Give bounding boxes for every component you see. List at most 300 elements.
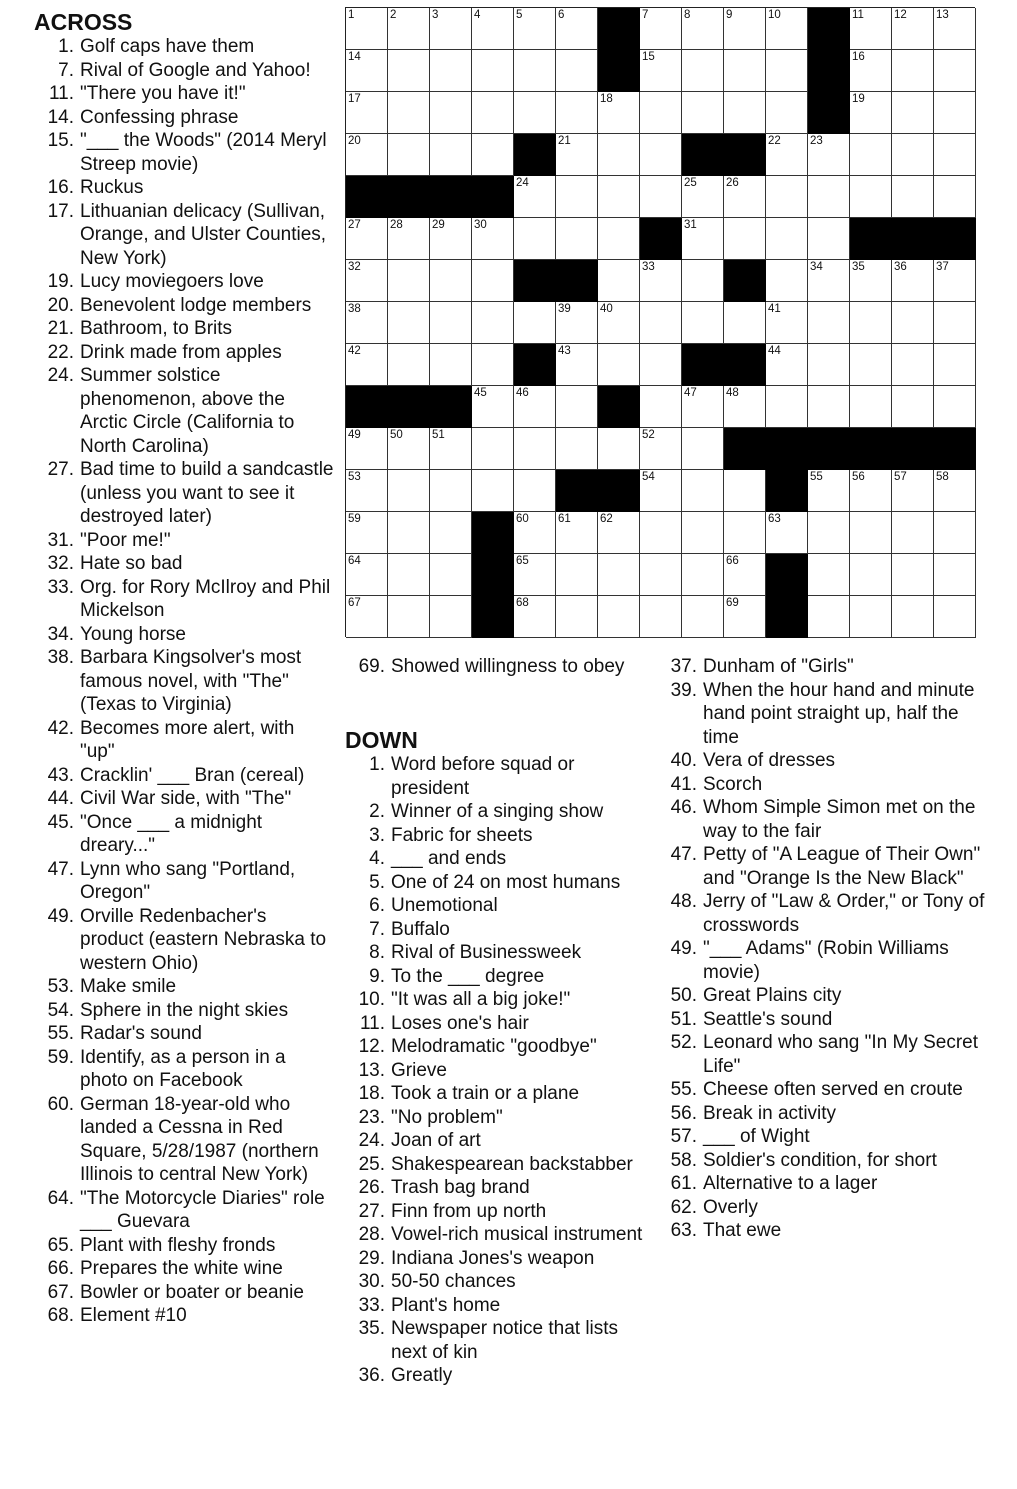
grid-cell[interactable]	[388, 302, 430, 344]
grid-cell[interactable]	[472, 386, 514, 428]
grid-cell[interactable]	[850, 92, 892, 134]
grid-cell[interactable]	[640, 92, 682, 134]
clue-item	[657, 1031, 987, 1078]
grid-cell[interactable]	[430, 428, 472, 470]
cell-number: 36	[894, 261, 907, 273]
clue-number: 21.	[47, 318, 74, 339]
grid-cell[interactable]	[556, 8, 598, 50]
clue-text: Finn from up north	[391, 1200, 547, 1222]
grid-cell[interactable]	[934, 596, 976, 638]
grid-cell[interactable]	[346, 50, 388, 92]
grid-cell[interactable]	[808, 596, 850, 638]
clue-text: "It was all a big joke!"	[391, 989, 571, 1010]
cell-number: 18	[600, 93, 613, 105]
clue-item	[345, 1176, 645, 1200]
clue-item	[345, 871, 645, 895]
grid-cell[interactable]	[430, 218, 472, 260]
grid-cell[interactable]	[892, 554, 934, 596]
grid-cell[interactable]	[514, 428, 556, 470]
grid-cell[interactable]	[766, 386, 808, 428]
clue-number: 43.	[47, 764, 74, 786]
clue-text: Rival of Google and Yahoo!	[80, 59, 311, 81]
grid-cell[interactable]	[346, 554, 388, 596]
grid-cell[interactable]	[514, 596, 556, 638]
clue-text: Unemotional	[391, 895, 498, 916]
clue-text: Plant with fleshy fronds	[80, 1234, 276, 1256]
grid-cell[interactable]	[892, 386, 934, 428]
black-square	[556, 470, 598, 512]
grid-cell[interactable]	[640, 260, 682, 302]
grid-cell[interactable]	[472, 260, 514, 302]
grid-cell[interactable]	[430, 134, 472, 176]
grid-cell[interactable]	[808, 344, 850, 386]
grid-cell[interactable]	[388, 50, 430, 92]
clue-item	[34, 646, 334, 717]
grid-cell[interactable]	[472, 302, 514, 344]
grid-cell[interactable]	[850, 470, 892, 512]
grid-cell[interactable]	[430, 554, 472, 596]
clue-item	[34, 811, 334, 858]
grid-cell[interactable]	[934, 554, 976, 596]
grid-cell[interactable]	[388, 470, 430, 512]
grid-cell[interactable]	[766, 512, 808, 554]
grid-cell[interactable]	[682, 470, 724, 512]
grid-cell[interactable]	[766, 176, 808, 218]
clue-text: German 18-year-old who landed a Cessna in Red Square, 5/28/1987 (northern Illinois to central New York)	[80, 1093, 319, 1185]
grid-cell[interactable]	[388, 596, 430, 638]
grid-cell[interactable]	[892, 134, 934, 176]
grid-cell[interactable]	[346, 134, 388, 176]
grid-cell[interactable]	[892, 512, 934, 554]
grid-cell[interactable]	[724, 218, 766, 260]
grid-cell[interactable]	[472, 470, 514, 512]
cell-number: 16	[852, 51, 865, 63]
grid-cell[interactable]	[472, 134, 514, 176]
grid-cell[interactable]	[598, 344, 640, 386]
grid-cell[interactable]	[766, 302, 808, 344]
cell-number: 15	[642, 51, 655, 63]
grid-cell[interactable]	[682, 218, 724, 260]
grid-cell[interactable]	[514, 302, 556, 344]
grid-cell[interactable]	[892, 8, 934, 50]
clue-item	[657, 796, 987, 843]
cell-number: 62	[600, 513, 613, 525]
grid-cell[interactable]	[892, 596, 934, 638]
grid-cell[interactable]	[640, 428, 682, 470]
grid-cell[interactable]	[346, 512, 388, 554]
grid-cell[interactable]	[346, 8, 388, 50]
black-square	[766, 554, 808, 596]
grid-cell[interactable]	[808, 218, 850, 260]
clue-number: 14.	[47, 106, 74, 128]
cell-number: 8	[684, 9, 691, 21]
grid-cell[interactable]	[514, 512, 556, 554]
grid-cell[interactable]	[808, 470, 850, 512]
grid-cell[interactable]	[682, 428, 724, 470]
grid-cell[interactable]	[850, 50, 892, 92]
grid-cell[interactable]	[766, 218, 808, 260]
grid-cell[interactable]	[892, 92, 934, 134]
grid-cell[interactable]	[472, 218, 514, 260]
grid-cell[interactable]	[892, 470, 934, 512]
cell-number: 69	[726, 597, 739, 609]
clue-text: Bathroom, to Brits	[80, 318, 233, 339]
grid-cell[interactable]	[850, 554, 892, 596]
grid-cell[interactable]	[514, 470, 556, 512]
clue-number: 27.	[358, 1200, 385, 1222]
grid-cell[interactable]	[934, 470, 976, 512]
clue-number: 51.	[670, 1008, 697, 1030]
grid-cell[interactable]	[934, 302, 976, 344]
grid-cell[interactable]	[892, 50, 934, 92]
grid-cell[interactable]	[682, 302, 724, 344]
grid-cell[interactable]	[766, 92, 808, 134]
grid-cell[interactable]	[724, 596, 766, 638]
grid-cell[interactable]	[472, 344, 514, 386]
black-square	[766, 428, 808, 470]
grid-cell[interactable]	[514, 554, 556, 596]
grid-cell[interactable]	[724, 386, 766, 428]
grid-cell[interactable]	[472, 50, 514, 92]
grid-cell[interactable]	[808, 302, 850, 344]
grid-cell[interactable]	[892, 344, 934, 386]
clue-item	[34, 1022, 334, 1046]
grid-cell[interactable]	[346, 302, 388, 344]
grid-cell[interactable]	[598, 302, 640, 344]
grid-cell[interactable]	[556, 554, 598, 596]
across-heading: ACROSS	[34, 9, 133, 35]
clue-number: 55.	[47, 1023, 74, 1044]
black-square	[556, 260, 598, 302]
clue-number: 64.	[47, 1187, 74, 1209]
grid-cell[interactable]	[430, 596, 472, 638]
grid-cell[interactable]	[808, 176, 850, 218]
clue-item	[345, 965, 645, 989]
cell-number: 11	[852, 9, 864, 21]
grid-cell[interactable]	[472, 8, 514, 50]
clue-text: Plant's home	[391, 1294, 501, 1316]
down-heading: DOWN	[345, 727, 418, 753]
grid-cell[interactable]	[766, 134, 808, 176]
grid-cell[interactable]	[598, 260, 640, 302]
grid-cell[interactable]	[724, 554, 766, 596]
grid-cell[interactable]	[430, 50, 472, 92]
grid-cell[interactable]	[808, 512, 850, 554]
grid-cell[interactable]	[934, 386, 976, 428]
black-square	[346, 176, 388, 218]
grid-cell[interactable]	[850, 134, 892, 176]
cell-number: 7	[642, 9, 649, 21]
clue-text: Lucy moviegoers love	[80, 271, 264, 292]
grid-cell[interactable]	[682, 386, 724, 428]
grid-cell[interactable]	[724, 512, 766, 554]
grid-cell[interactable]	[346, 260, 388, 302]
grid-cell[interactable]	[934, 512, 976, 554]
clue-text: Melodramatic "goodbye"	[391, 1036, 597, 1057]
grid-cell[interactable]	[682, 554, 724, 596]
grid-cell[interactable]	[640, 554, 682, 596]
clue-number: 39.	[670, 679, 697, 701]
clue-item	[657, 655, 987, 679]
grid-cell[interactable]	[430, 302, 472, 344]
clue-text: Scorch	[703, 773, 763, 795]
grid-cell[interactable]	[682, 8, 724, 50]
clue-number: 1.	[58, 36, 74, 57]
clue-number: 7.	[369, 918, 385, 940]
grid-cell[interactable]	[514, 92, 556, 134]
grid-cell[interactable]	[430, 470, 472, 512]
grid-cell[interactable]	[640, 50, 682, 92]
grid-cell[interactable]	[640, 386, 682, 428]
clue-text: Trash bag brand	[391, 1177, 530, 1198]
clue-text: Lithuanian delicacy (Sullivan, Orange, and Ulster Counties, New York)	[80, 200, 327, 269]
clue-item	[345, 1223, 645, 1247]
clue-item	[345, 988, 645, 1012]
grid-cell[interactable]	[682, 512, 724, 554]
grid-cell[interactable]	[556, 218, 598, 260]
grid-cell[interactable]	[850, 176, 892, 218]
grid-cell[interactable]	[598, 92, 640, 134]
grid-cell[interactable]	[556, 176, 598, 218]
clue-number: 15.	[47, 130, 74, 151]
grid-cell[interactable]	[514, 50, 556, 92]
grid-cell[interactable]	[346, 596, 388, 638]
grid-cell[interactable]	[724, 8, 766, 50]
grid-cell[interactable]	[514, 218, 556, 260]
grid-cell[interactable]	[724, 302, 766, 344]
clue-text: One of 24 on most humans	[391, 871, 621, 893]
grid-cell[interactable]	[808, 554, 850, 596]
grid-cell[interactable]	[682, 260, 724, 302]
clue-number: 33.	[47, 576, 74, 598]
clue-item	[34, 129, 334, 176]
clue-text: Org. for Rory McIlroy and Phil Mickelson	[80, 576, 331, 621]
grid-cell[interactable]	[682, 50, 724, 92]
clue-item	[34, 364, 334, 458]
grid-cell[interactable]	[388, 134, 430, 176]
grid-cell[interactable]	[850, 344, 892, 386]
clue-number: 55.	[670, 1079, 697, 1100]
black-square	[514, 344, 556, 386]
clue-item	[657, 1149, 987, 1173]
cell-number: 22	[768, 135, 781, 147]
clue-item	[345, 1106, 645, 1130]
clue-number: 48.	[670, 891, 697, 912]
grid-cell[interactable]	[556, 512, 598, 554]
clue-number: 28.	[358, 1224, 385, 1245]
grid-cell[interactable]	[388, 344, 430, 386]
clue-item	[34, 82, 334, 106]
grid-cell[interactable]	[934, 8, 976, 50]
grid-cell[interactable]	[934, 344, 976, 386]
grid-cell[interactable]	[850, 260, 892, 302]
grid-cell[interactable]	[346, 218, 388, 260]
grid-cell[interactable]	[640, 134, 682, 176]
grid-cell[interactable]	[724, 92, 766, 134]
grid-cell[interactable]	[808, 260, 850, 302]
grid-cell[interactable]	[556, 50, 598, 92]
grid-cell[interactable]	[640, 344, 682, 386]
clue-text: "___ Adams" (Robin Williams movie)	[703, 938, 949, 983]
clue-item	[34, 858, 334, 905]
clue-item	[34, 200, 334, 271]
grid-cell[interactable]	[556, 386, 598, 428]
grid-cell[interactable]	[850, 596, 892, 638]
grid-cell[interactable]	[346, 428, 388, 470]
grid-cell[interactable]	[472, 92, 514, 134]
grid-cell[interactable]	[346, 470, 388, 512]
clue-number: 30.	[358, 1271, 385, 1292]
cell-number: 42	[348, 345, 361, 357]
clue-text: ___ of Wight	[703, 1126, 810, 1147]
grid-cell[interactable]	[892, 176, 934, 218]
clue-number: 3.	[369, 824, 385, 846]
grid-cell[interactable]	[346, 92, 388, 134]
clue-number: 63.	[670, 1220, 697, 1241]
clue-item	[345, 1247, 645, 1271]
grid-cell[interactable]	[850, 512, 892, 554]
grid-cell[interactable]	[556, 344, 598, 386]
grid-cell[interactable]	[766, 8, 808, 50]
grid-cell[interactable]	[766, 344, 808, 386]
grid-cell[interactable]	[682, 176, 724, 218]
grid-cell[interactable]	[640, 302, 682, 344]
grid-cell[interactable]	[766, 260, 808, 302]
grid-cell[interactable]	[640, 596, 682, 638]
grid-cell[interactable]	[514, 386, 556, 428]
grid-cell[interactable]	[598, 596, 640, 638]
clue-text: "The Motorcycle Diaries" role ___ Guevara	[80, 1187, 325, 1232]
cell-number: 67	[348, 597, 361, 609]
grid-cell[interactable]	[514, 8, 556, 50]
grid-cell[interactable]	[850, 302, 892, 344]
grid-cell[interactable]	[598, 512, 640, 554]
grid-cell[interactable]	[892, 260, 934, 302]
grid-cell[interactable]	[808, 386, 850, 428]
clue-number: 56.	[670, 1102, 697, 1124]
grid-cell[interactable]	[934, 176, 976, 218]
grid-cell[interactable]	[682, 92, 724, 134]
grid-cell[interactable]	[388, 554, 430, 596]
cell-number: 3	[432, 9, 439, 21]
grid-cell[interactable]	[514, 176, 556, 218]
grid-cell[interactable]	[724, 50, 766, 92]
clue-number: 4.	[369, 848, 385, 869]
grid-cell[interactable]	[388, 428, 430, 470]
clue-text: Make smile	[80, 976, 177, 997]
grid-cell[interactable]	[934, 134, 976, 176]
grid-cell[interactable]	[640, 512, 682, 554]
grid-cell[interactable]	[556, 134, 598, 176]
grid-cell[interactable]	[808, 134, 850, 176]
grid-cell[interactable]	[556, 596, 598, 638]
grid-cell[interactable]	[430, 260, 472, 302]
grid-cell[interactable]	[934, 50, 976, 92]
grid-cell[interactable]	[892, 302, 934, 344]
black-square	[472, 596, 514, 638]
grid-cell[interactable]	[556, 302, 598, 344]
clue-number: 29.	[358, 1247, 385, 1269]
clue-number: 10.	[358, 989, 385, 1010]
clue-item	[34, 552, 334, 576]
grid-cell[interactable]	[640, 176, 682, 218]
black-square	[724, 344, 766, 386]
grid-cell[interactable]	[430, 344, 472, 386]
grid-cell[interactable]	[388, 512, 430, 554]
clue-number: 27.	[47, 459, 74, 480]
grid-cell[interactable]	[346, 344, 388, 386]
grid-cell[interactable]	[598, 554, 640, 596]
grid-cell[interactable]	[388, 260, 430, 302]
clue-text: Hate so bad	[80, 553, 183, 574]
grid-cell[interactable]	[388, 218, 430, 260]
grid-cell[interactable]	[598, 218, 640, 260]
grid-cell[interactable]	[598, 134, 640, 176]
grid-cell[interactable]	[640, 470, 682, 512]
grid-cell[interactable]	[556, 428, 598, 470]
clue-number: 41.	[670, 773, 697, 795]
grid-cell[interactable]	[388, 92, 430, 134]
clue-item	[345, 1035, 645, 1059]
cell-number: 50	[390, 429, 403, 441]
grid-cell[interactable]	[766, 50, 808, 92]
grid-cell[interactable]	[556, 92, 598, 134]
clue-item	[34, 317, 334, 341]
grid-cell[interactable]	[430, 92, 472, 134]
clue-item	[345, 941, 645, 965]
cell-number: 56	[852, 471, 865, 483]
grid-cell[interactable]	[388, 8, 430, 50]
cell-number: 27	[348, 219, 361, 231]
clue-item	[345, 1012, 645, 1036]
grid-cell[interactable]	[472, 428, 514, 470]
grid-cell[interactable]	[850, 8, 892, 50]
grid-cell[interactable]	[724, 176, 766, 218]
clue-item	[34, 294, 334, 318]
black-square	[850, 218, 892, 260]
cell-number: 44	[768, 345, 781, 357]
clue-item	[657, 1078, 987, 1102]
grid-cell[interactable]	[598, 428, 640, 470]
grid-cell[interactable]	[430, 512, 472, 554]
clue-item	[34, 1046, 334, 1093]
grid-cell[interactable]	[682, 596, 724, 638]
clue-item	[345, 1294, 645, 1318]
cell-number: 13	[936, 9, 949, 21]
clue-number: 50.	[670, 985, 697, 1006]
grid-cell[interactable]	[850, 386, 892, 428]
grid-cell[interactable]	[724, 470, 766, 512]
grid-cell[interactable]	[934, 92, 976, 134]
grid-cell[interactable]	[430, 8, 472, 50]
cell-number: 31	[684, 219, 697, 231]
clue-text: Identify, as a person in a photo on Facebook	[80, 1046, 286, 1091]
clue-item	[34, 717, 334, 764]
clue-item	[34, 270, 334, 294]
clue-text: Grieve	[391, 1059, 447, 1081]
clue-item	[345, 1270, 645, 1294]
grid-cell[interactable]	[598, 176, 640, 218]
clue-text: Joan of art	[391, 1130, 481, 1151]
grid-cell[interactable]	[934, 260, 976, 302]
cell-number: 40	[600, 303, 613, 315]
clue-item	[34, 1281, 334, 1305]
clue-text: Golf caps have them	[80, 36, 255, 57]
clue-text: Element #10	[80, 1305, 187, 1326]
clue-text: Vera of dresses	[703, 750, 836, 771]
clue-text: Lynn who sang "Portland, Oregon"	[80, 858, 296, 903]
grid-cell[interactable]	[640, 8, 682, 50]
